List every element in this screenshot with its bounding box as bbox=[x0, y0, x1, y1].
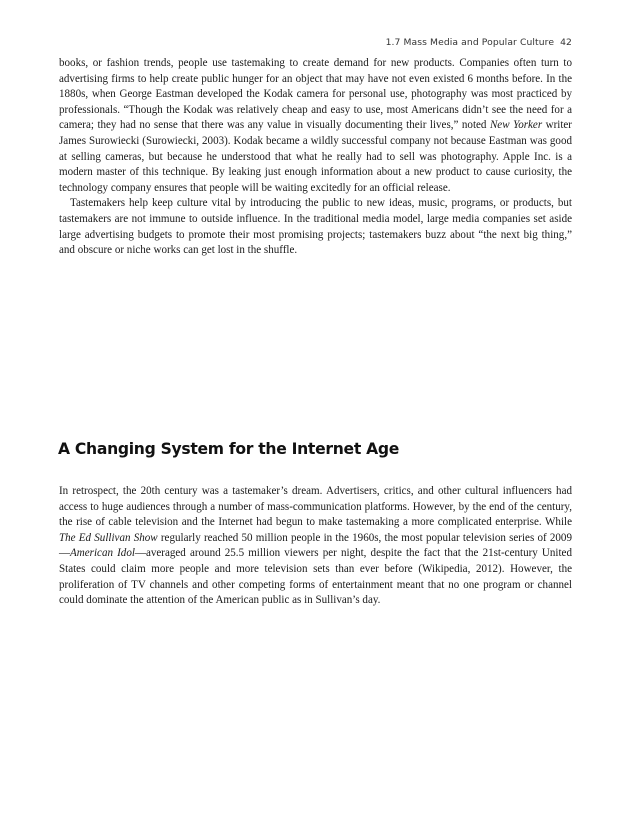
paragraph-kodak-part-2: writer James Surowiecki (Surowiecki, 2003). Kodak became a wildly successful company not because Eastman was good at selling cameras, but because he understood that what he really had to sell was photography. Apple Inc. is a modern master of this technique. By leaking just enough information about a new product to cause curiosity, the technology company ensures that people will be waiting excitedly for an official release. bbox=[59, 119, 572, 194]
body-text-bottom bbox=[59, 484, 572, 609]
running-header-section: 1.7 Mass Media and Popular Culture bbox=[385, 37, 555, 48]
paragraph-kodak bbox=[59, 56, 572, 196]
paragraph-kodak-part-1: books, or fashion trends, people use tastemaking to create demand for new products. Companies often turn to advertising firms to help create public hunger for an object that may have not even existed 6 months before. In the 1880s, when George Eastman developed the Kodak camera for personal use, photography was most practiced by professionals. “Though the Kodak was relatively cheap and easy to use, most Americans didn’t see the need for a camera; they had no sense that there was any value in visually documenting their lives,” noted bbox=[59, 57, 572, 132]
paragraph-retrospect-italic-1: The Ed Sullivan Show bbox=[59, 531, 158, 544]
paragraph-retrospect-part-2: regularly reached 50 million people in the 1960s, the most popular television series of 2009— bbox=[59, 531, 572, 560]
paragraph-tastemakers: Tastemakers help keep culture vital by introducing the public to new ideas, music, programs, or products, but tastemakers are not immune to outside influence. In the traditional media model, large media companies set aside large advertising budgets to promote their most promising projects; tastemakers buzz about “the next big thing,” and obscure or niche works can get lost in the shuffle. bbox=[59, 197, 572, 257]
paragraph-retrospect-part-1: In retrospect, the 20th century was a tastemaker’s dream. Advertisers, critics, and other cultural influencers had access to huge audiences through a number of mass-communication platforms. However, by the end of the century, the rise of cable television and the Internet had begun to make tastemaking a more complicated enterprise. While bbox=[59, 485, 572, 529]
section-heading: A Changing System for the Internet Age bbox=[58, 440, 400, 458]
body-text-top bbox=[59, 56, 572, 259]
paragraph-kodak-italic: New Yorker bbox=[489, 119, 543, 132]
paragraph-retrospect-part-3: —averaged around 25.5 million viewers per night, despite the fact that the 21st-century United States could claim more people and more television sets than ever before (Wikipedia, 2012). However, the proliferation of TV channels and other competing forms of entertainment meant that no one program or channel could dominate the attention of the American public as in Sullivan’s day. bbox=[59, 547, 572, 607]
paragraph-retrospect bbox=[59, 484, 572, 609]
paragraph-retrospect-italic-2: American Idol bbox=[70, 547, 135, 560]
page-number: 42 bbox=[560, 37, 572, 48]
running-header bbox=[386, 37, 572, 48]
